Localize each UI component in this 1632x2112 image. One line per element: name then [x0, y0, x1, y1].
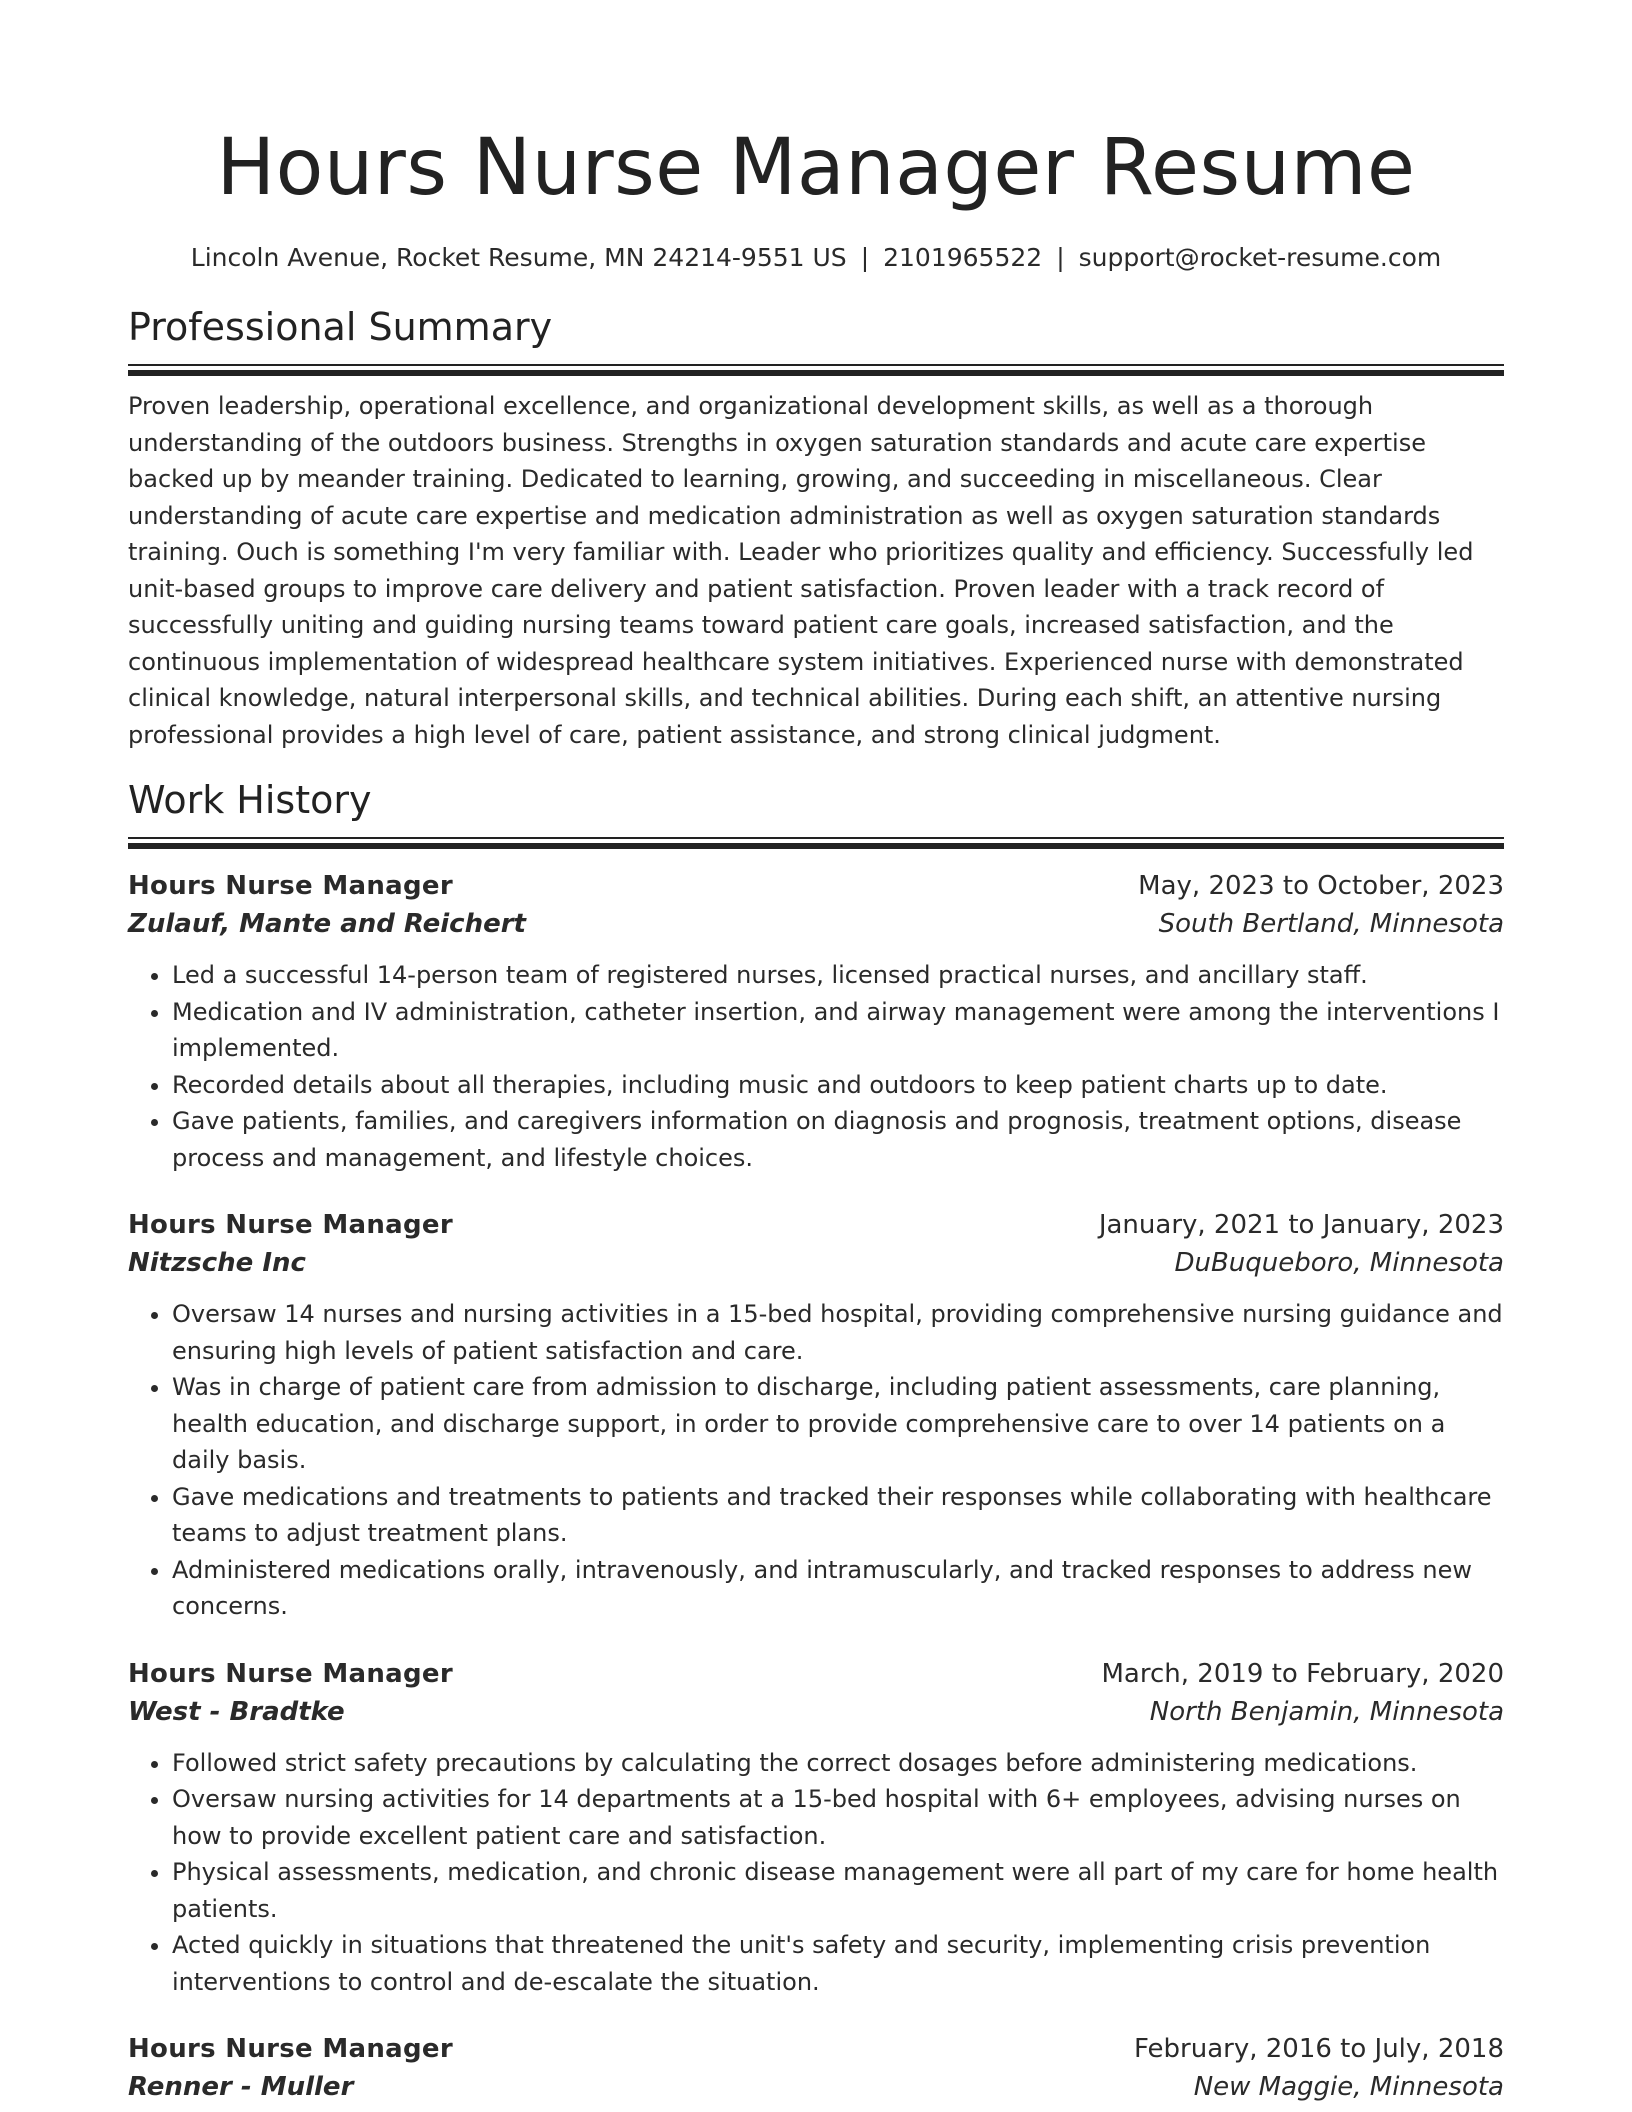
resume-title: Hours Nurse Manager Resume [216, 123, 1416, 213]
contact-separator: | [860, 243, 870, 272]
job-bullet-list [128, 1745, 1504, 2001]
summary-text: Proven leadership, operational excellence, and organizational development skills, as well as a thorough understanding of the outdoors business. Strengths in oxygen saturation standards and acute care expertise backed up by meander training. Dedicated to learning, growing, and succeeding in miscellaneous. Clear understanding of acute care expertise and medication administration as well as oxygen saturation standards training. Ouch is something I'm very familiar with. Leader who prioritizes quality and efficiency. Successfully led unit-based groups to improve care delivery and patient satisfaction. Proven leader with a track record of successfully uniting and guiding nursing teams toward patient care goals, increased satisfaction, and the continuous implementation of widespread healthcare system initiatives. Experienced nurse with demonstrated clinical knowledge, natural interpersonal skills, and technical abilities. During each shift, an attentive nursing professional provides a high level of care, patient assistance, and strong clinical judgment. [128, 392, 1474, 749]
job-company: West - Bradtke [128, 1696, 345, 1727]
job-bullet: • Administered medications orally, intravenously, and intramuscularly, and tracked responses to address new concerns. [172, 1552, 1504, 1625]
contact-email: support@rocket-resume.com [1078, 243, 1442, 272]
job-bullet: • Led a successful 14-person team of registered nurses, licensed practical nurses, and ancillary staff. [172, 957, 1504, 994]
job-entry [128, 1655, 1504, 2001]
job-bullet: • Acted quickly in situations that threatened the unit's safety and security, implementing crisis prevention interventions to control and de-escalate the situation. [172, 1927, 1504, 2000]
job-bullet: • Physical assessments, medication, and chronic disease management were all part of my care for home health patients. [172, 1854, 1504, 1927]
job-bullet-list [128, 957, 1504, 1176]
job-company: Zulauf, Mante and Reichert [128, 909, 526, 939]
job-header-row [128, 1206, 1504, 1244]
job-entry [128, 867, 1504, 1176]
job-location: DuBuqueboro, Minnesota [1174, 1248, 1504, 1278]
job-entry [128, 2030, 1504, 2106]
job-location: New Maggie, Minnesota [1193, 2072, 1504, 2102]
job-company-row [128, 2068, 1504, 2106]
job-bullet: • Gave patients, families, and caregivers information on diagnosis and prognosis, treatment options, disease process and management, and lifestyle choices. [172, 1103, 1504, 1176]
job-bullet: • Recorded details about all therapies, including music and outdoors to keep patient charts up to date. [172, 1067, 1504, 1104]
professional-summary-section [128, 304, 1504, 753]
job-company-row [128, 905, 1504, 943]
job-dates: March, 2019 to February, 2020 [1101, 1658, 1504, 1689]
work-history-section [128, 777, 1504, 2106]
job-bullet: • Oversaw nursing activities for 14 departments at a 15-bed hospital with 6+ employees, advising nurses on how to provide excellent patient care and satisfaction. [172, 1781, 1504, 1854]
job-location: South Bertland, Minnesota [1158, 909, 1504, 939]
contact-address: Lincoln Avenue, Rocket Resume, MN 24214-9551 US [190, 243, 847, 272]
job-dates: February, 2016 to July, 2018 [1134, 2034, 1504, 2064]
job-bullet-list [128, 1296, 1504, 1625]
job-dates: January, 2021 to January, 2023 [1098, 1210, 1504, 1240]
job-title: Hours Nurse Manager [128, 2034, 453, 2064]
job-bullet: • Was in charge of patient care from admission to discharge, including patient assessments, care planning, health education, and discharge support, in order to provide comprehensive care to over 14 patients on a daily basis. [172, 1369, 1504, 1479]
job-header-row [128, 2030, 1504, 2068]
section-divider [128, 837, 1504, 849]
job-company: Nitzsche Inc [128, 1248, 306, 1278]
job-dates: May, 2023 to October, 2023 [1138, 871, 1504, 901]
job-company-row [128, 1244, 1504, 1282]
job-bullet: • Followed strict safety precautions by calculating the correct dosages before administering medications. [172, 1745, 1504, 1782]
section-divider [128, 364, 1504, 376]
resume-header [128, 0, 1504, 276]
job-entry [128, 1206, 1504, 1625]
job-location: North Benjamin, Minnesota [1149, 1696, 1504, 1727]
job-company: Renner - Muller [128, 2072, 354, 2102]
job-bullet: • Medication and IV administration, catheter insertion, and airway management were among the interventions I implemented. [172, 994, 1504, 1067]
contact-line [128, 240, 1504, 276]
job-company-row [128, 1693, 1504, 1731]
job-title: Hours Nurse Manager [128, 871, 453, 901]
job-bullet: • Oversaw 14 nurses and nursing activities in a 15-bed hospital, providing comprehensive nursing guidance and ensuring high levels of patient satisfaction and care. [172, 1296, 1504, 1369]
job-bullet: • Gave medications and treatments to patients and tracked their responses while collaborating with healthcare teams to adjust treatment plans. [172, 1479, 1504, 1552]
job-title: Hours Nurse Manager [128, 1658, 453, 1689]
contact-phone: 2101965522 [883, 243, 1043, 272]
section-title-summary: Professional Summary [128, 305, 553, 349]
job-title: Hours Nurse Manager [128, 1210, 453, 1240]
section-title-work-history: Work History [128, 778, 372, 822]
contact-separator: | [1056, 243, 1065, 272]
job-header-row [128, 867, 1504, 905]
job-header-row [128, 1655, 1504, 1693]
